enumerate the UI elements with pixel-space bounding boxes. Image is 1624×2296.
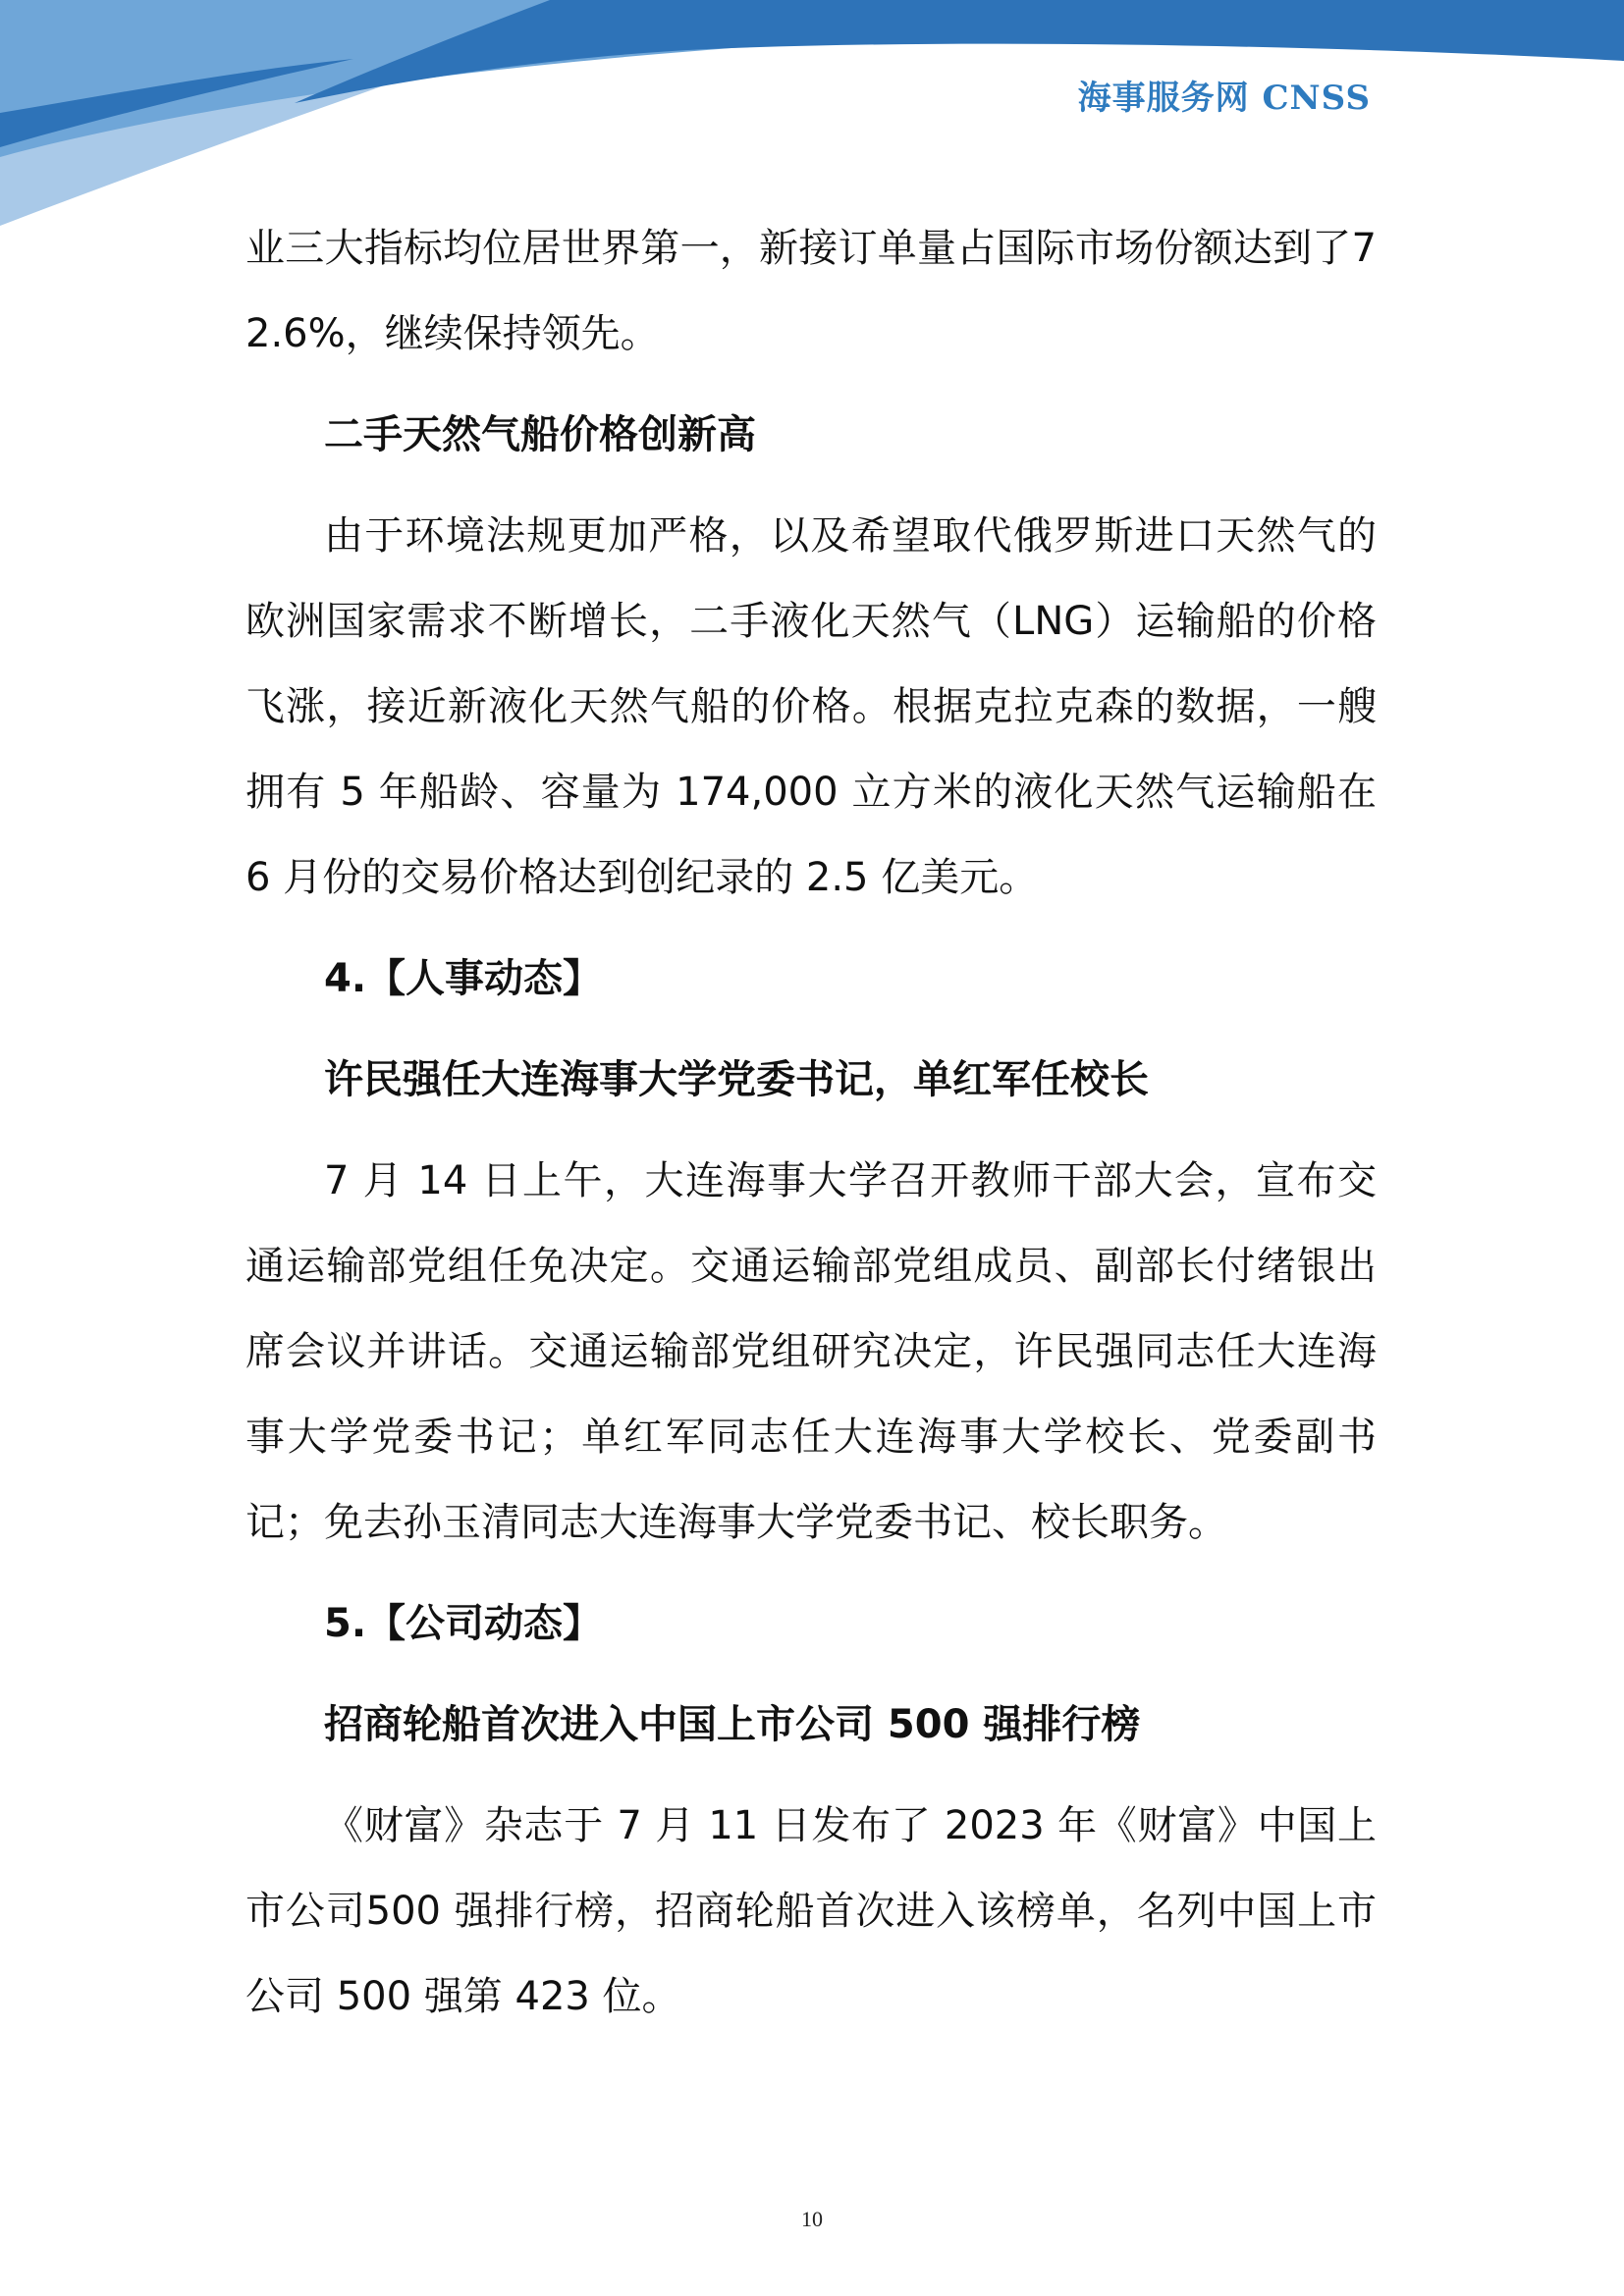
paragraph-industry-indicators: 业三大指标均位居世界第一，新接订单量占国际市场份额达到了72.6%，继续保持领先。 — [245, 226, 1377, 356]
site-name: 海事服务网 CNSS — [1077, 79, 1371, 118]
section-company: 5.【公司动态】 — [324, 1601, 603, 1646]
heading-cmes-fortune: 招商轮船首次进入中国上市公司 500 强排行榜 — [324, 1702, 1141, 1747]
paragraph-lng-price: 由于环境法规更加严格，以及希望取代俄罗斯进口天然气的欧洲国家需求不断增长，二手液化天然气（LNG）运输船的价格飞涨，接近新液化天然气船的价格。根据克拉克森的数据，一艘拥有 5 年船龄、容量为 174,000 立方米的液化天然气运输船在 6 月份的交易价格达到创纪录的 2.5 亿美元。 — [245, 513, 1377, 900]
heading-lng-price: 二手天然气船价格创新高 — [324, 412, 756, 457]
article-body — [245, 206, 1377, 2040]
paragraph-dmu-appointment: 7 月 14 日上午，大连海事大学召开教师干部大会，宣布交通运输部党组任免决定。交通运输部党组成员、副部长付绪银出席会议并讲话。交通运输部党组研究决定，许民强同志任大连海事大学党委书记；单红军同志任大连海事大学校长、党委副书记；免去孙玉清同志大连海事大学党委书记、校长职务。 — [245, 1158, 1377, 1545]
section-personnel: 4.【人事动态】 — [324, 956, 603, 1001]
page-number: 10 — [801, 2207, 823, 2231]
paragraph-cmes-fortune: 《财富》杂志于 7 月 11 日发布了 2023 年《财富》中国上市公司500 强排行榜，招商轮船首次进入该榜单，名列中国上市公司 500 强第 423 位。 — [245, 1803, 1377, 2019]
heading-dmu-appointment: 许民强任大连海事大学党委书记，单红军任校长 — [324, 1057, 1149, 1102]
